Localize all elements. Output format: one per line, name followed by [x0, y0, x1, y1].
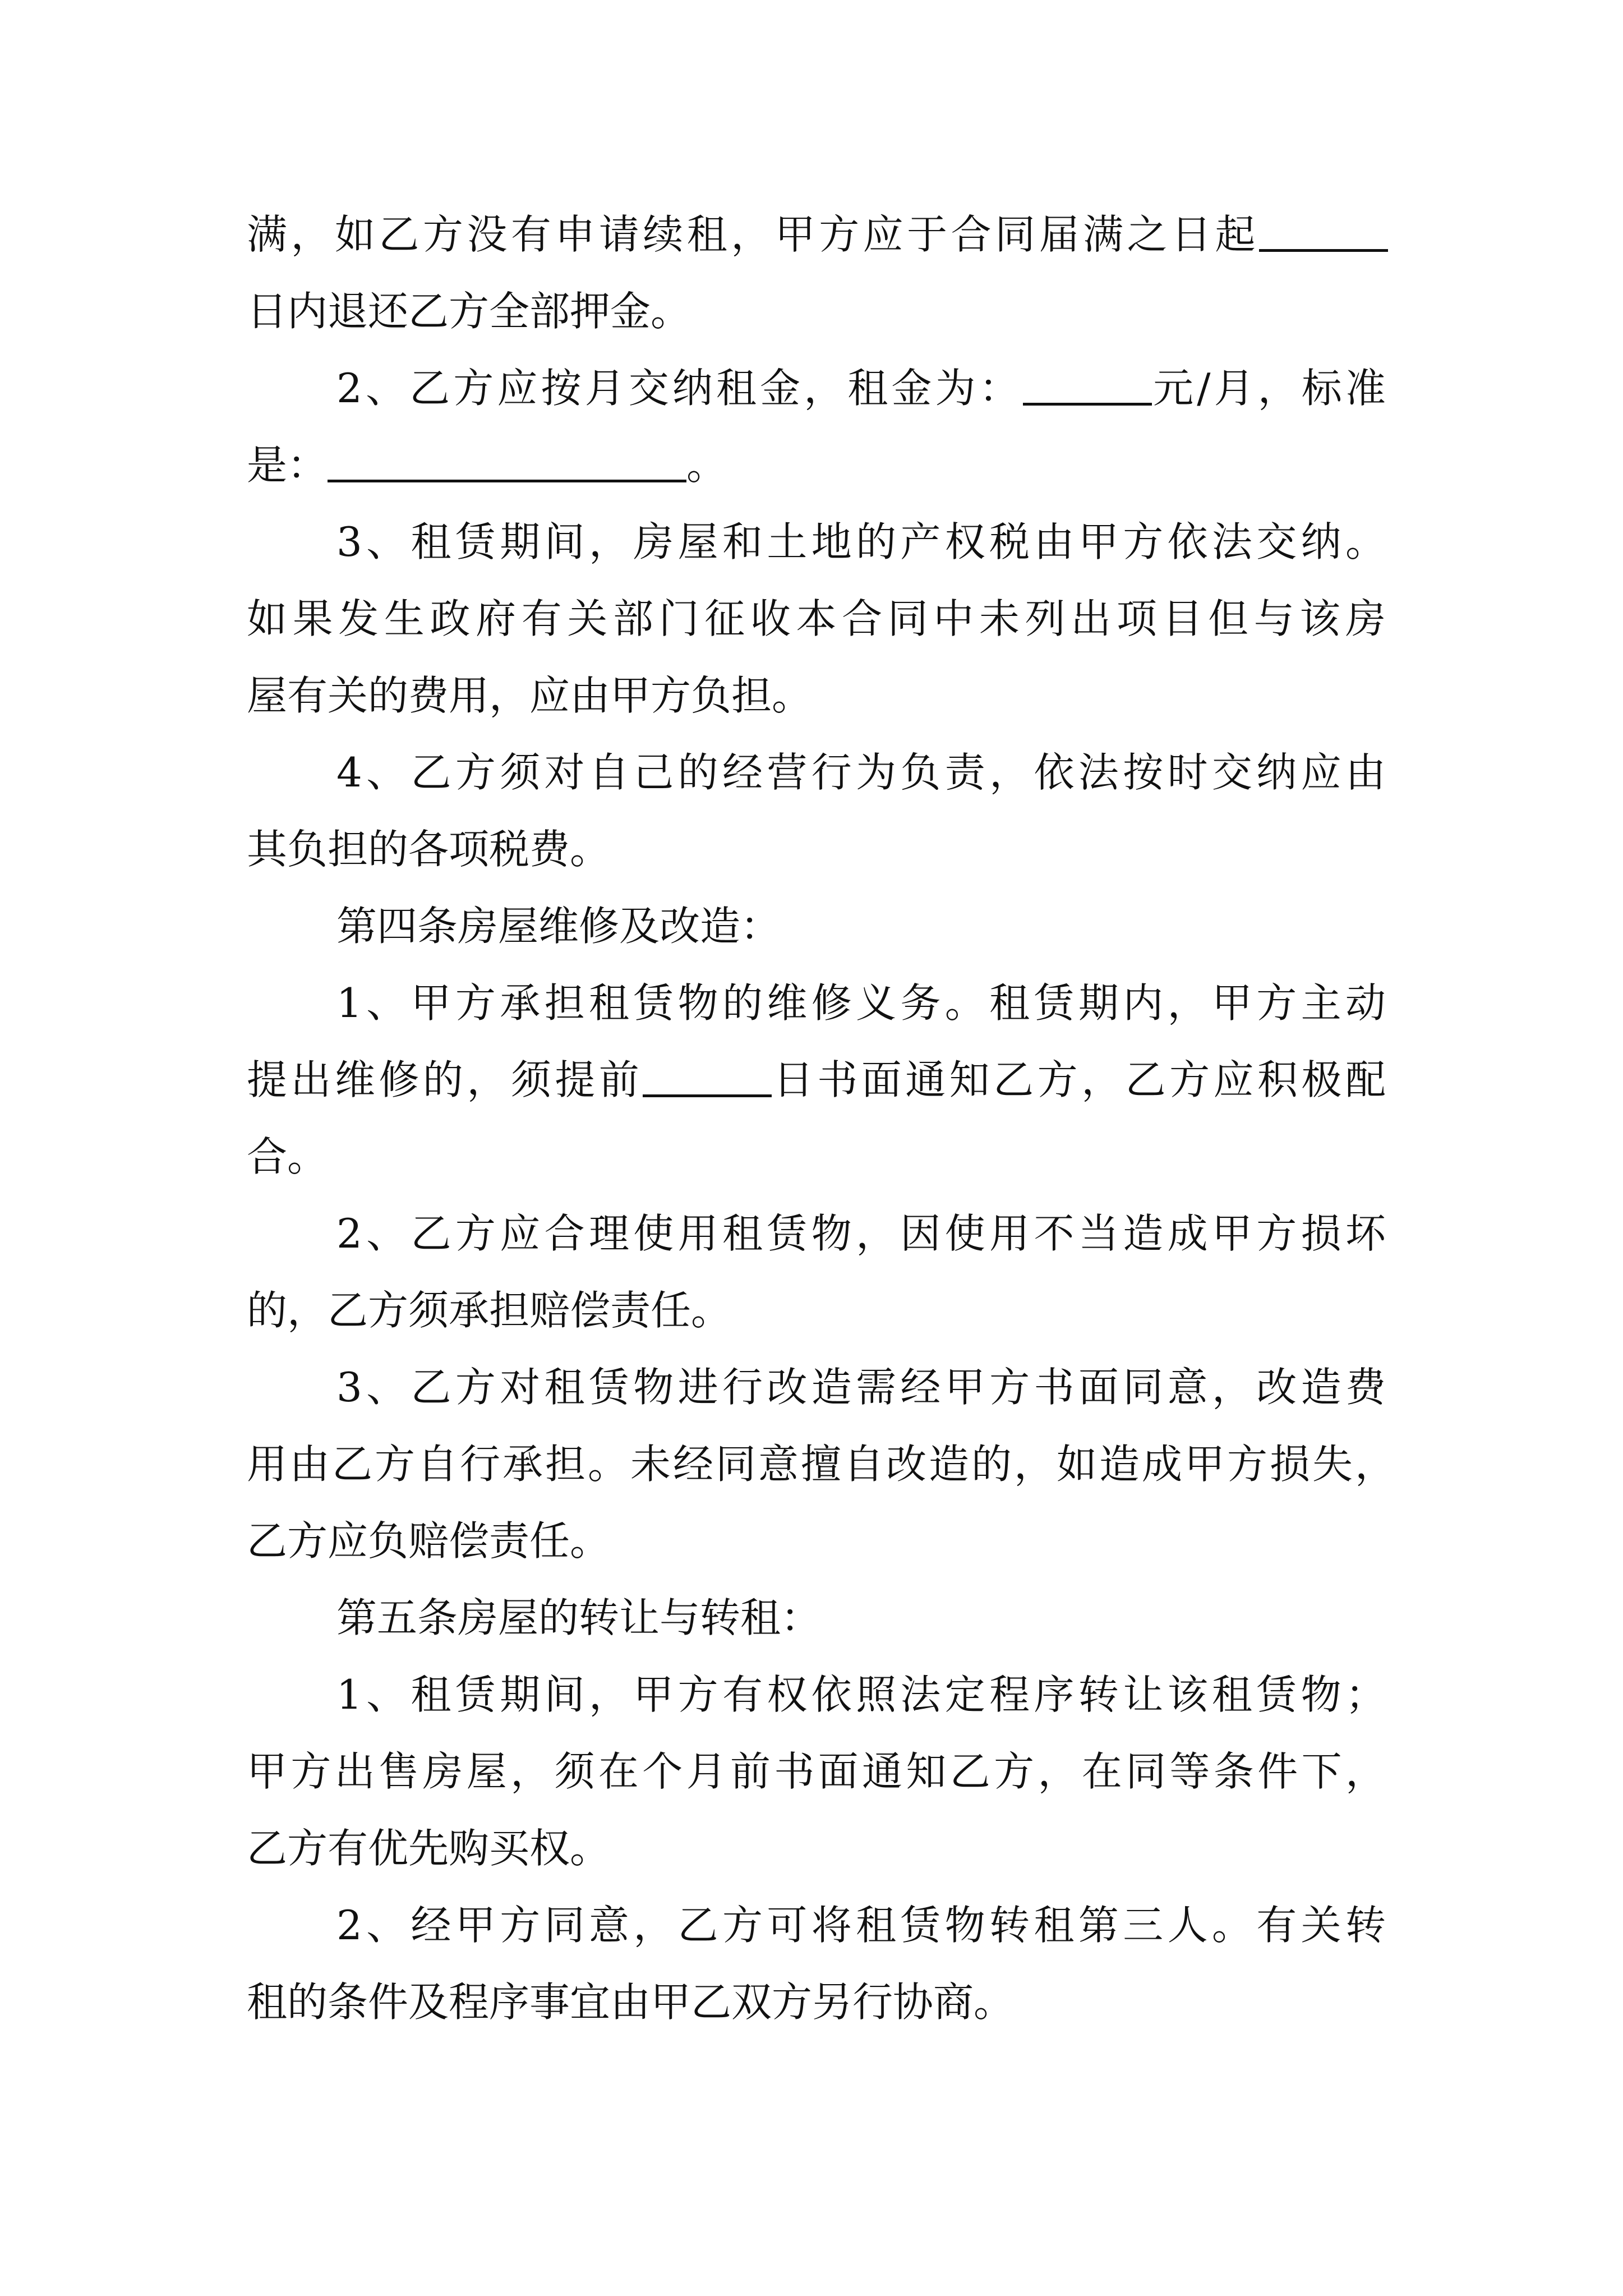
text-line: [247, 1810, 1388, 1887]
text-segment: 第五条房屋的转让与转租：: [336, 1594, 822, 1641]
text-line: [247, 196, 1388, 273]
text-segment: 乙方应负赔偿责任。: [247, 1517, 611, 1565]
text-line: [247, 1887, 1388, 1964]
text-line: [247, 1349, 1388, 1426]
text-segment: 用由乙方自行承担。未经同意擅自改造的，如造成甲方损失，: [247, 1441, 1398, 1488]
text-segment: 合。: [247, 1133, 328, 1180]
text-segment: 租的条件及程序事宜由甲乙双方另行协商。: [247, 1978, 1015, 2026]
text-segment: 。: [686, 441, 727, 489]
section-heading: [247, 888, 1388, 965]
text-segment: 其负担的各项税费。: [247, 826, 611, 873]
section-heading: [247, 1580, 1388, 1657]
text-segment: 日书面通知乙方，乙方应积极配: [772, 1056, 1388, 1103]
text-segment: 乙方有优先购买权。: [247, 1825, 611, 1872]
text-segment: 提出维修的，须提前: [247, 1056, 643, 1103]
fill-in-blank: [1023, 364, 1152, 406]
text-segment: 3、租赁期间，房屋和土地的产权税由甲方依法交纳。: [336, 518, 1388, 565]
text-segment: 是：: [247, 441, 328, 489]
fill-in-blank: [1259, 210, 1388, 252]
text-line: [247, 504, 1388, 581]
text-line: [247, 1964, 1388, 2041]
text-line: [247, 427, 1388, 504]
text-segment: 第四条房屋维修及改造：: [336, 903, 781, 950]
text-line: [247, 350, 1388, 427]
text-segment: 3、乙方对租赁物进行改造需经甲方书面同意，改造费: [336, 1364, 1388, 1411]
text-segment: 2、乙方应按月交纳租金，租金为：: [336, 365, 1023, 412]
text-line: [247, 1657, 1388, 1733]
text-line: [247, 1042, 1388, 1119]
text-segment: 2、乙方应合理使用租赁物，因使用不当造成甲方损坏: [336, 1210, 1388, 1257]
contract-body: [247, 196, 1398, 2041]
text-line: [247, 1272, 1388, 1349]
fill-in-blank: [643, 1055, 772, 1097]
fill-in-blank: [328, 440, 686, 482]
text-segment: 的，乙方须承担赔偿责任。: [247, 1287, 732, 1334]
text-segment: 屋有关的费用，应由甲方负担。: [247, 672, 813, 719]
text-line: [247, 1503, 1388, 1580]
text-line: [247, 1119, 1388, 1195]
text-segment: 4、乙方须对自己的经营行为负责，依法按时交纳应由: [336, 749, 1388, 796]
text-line: [247, 581, 1388, 657]
text-line: [247, 1733, 1388, 1810]
text-line: [247, 273, 1388, 350]
text-segment: 2、经甲方同意，乙方可将租赁物转租第三人。有关转: [336, 1902, 1388, 1949]
text-line: [247, 657, 1388, 734]
text-segment: 1、甲方承担租赁物的维修义务。租赁期内，甲方主动: [336, 979, 1388, 1027]
text-line: [247, 1195, 1388, 1272]
text-line: [247, 1426, 1398, 1503]
text-line: [247, 734, 1388, 811]
text-segment: 甲方出售房屋，须在个月前书面通知乙方，在同等条件下，: [247, 1748, 1388, 1795]
text-line: [247, 965, 1388, 1042]
text-segment: 1、租赁期间，甲方有权依照法定程序转让该租赁物；: [336, 1671, 1388, 1718]
text-segment: 如果发生政府有关部门征收本合同中未列出项目但与该房: [247, 595, 1388, 642]
text-segment: 满，如乙方没有申请续租，甲方应于合同届满之日起: [247, 211, 1259, 258]
text-segment: 日内退还乙方全部押金。: [247, 288, 691, 335]
text-segment: 元/月，标准: [1151, 365, 1388, 412]
text-line: [247, 811, 1388, 888]
